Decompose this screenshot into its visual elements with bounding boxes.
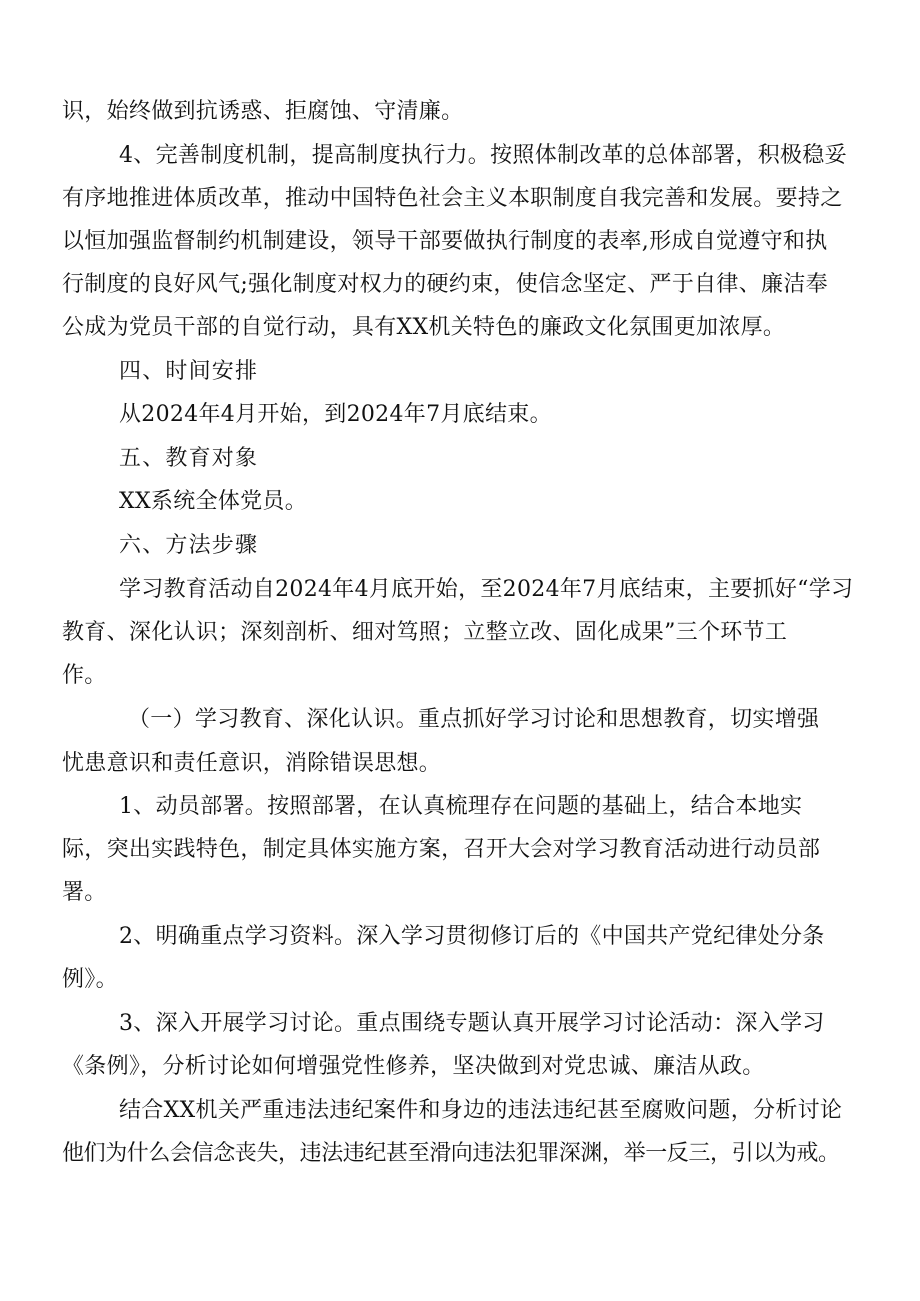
- text-line: 际，突出实践特色，制定具体实施方案，召开大会对学习教育活动进行动员部: [62, 837, 821, 862]
- text-line: 作。: [62, 663, 107, 688]
- text-line: 2、明确重点学习资料。深入学习贯彻修订后的《中国共产党纪律处分条: [119, 924, 825, 949]
- text-line: 结合XX机关严重违法违纪案件和身边的违法违纪甚至腐败问题，分析讨论: [119, 1098, 843, 1123]
- text-line: 识，始终做到抗诱惑、拒腐蚀、守清廉。: [62, 99, 464, 124]
- text-line: 以恒加强监督制约机制建设，领导干部要做执行制度的表率,形成自觉遵守和执: [62, 229, 828, 254]
- subsection-heading: （一）学习教育、深化认识。重点抓好学习讨论和思想教育，切实增强: [128, 707, 820, 732]
- text-line: 公成为党员干部的自觉行动，具有XX机关特色的廉政文化氛围更加浓厚。: [62, 315, 786, 340]
- section-heading: 四、时间安排: [119, 359, 259, 384]
- text-line: 署。: [62, 880, 107, 905]
- text-line: 他们为什么会信念丧失，违法违纪甚至滑向违法犯罪深渊，举一反三，引以为戒。: [62, 1141, 840, 1166]
- text-line: 1、动员部署。按照部署，在认真梳理存在问题的基础上，结合本地实: [119, 794, 803, 819]
- text-line: 学习教育活动自2024年4月底开始，至2024年7月底结束，主要抓好“学习: [119, 577, 854, 602]
- text-line: 教育、深化认识；深刻剖析、细对笃照；立整立改、固化成果”三个环节工: [62, 620, 788, 645]
- text-line: 从2024年4月开始，到2024年7月底结束。: [119, 402, 552, 427]
- text-line: 4、完善制度机制，提高制度执行力。按照体制改革的总体部署，积极稳妥: [119, 143, 847, 168]
- text-line: 《条例》，分析讨论如何增强党性修养，坚决做到对党忠诚、廉洁从政。: [62, 1054, 765, 1079]
- section-heading: 五、教育对象: [119, 446, 259, 471]
- text-line: 3、深入开展学习讨论。重点围绕专题认真开展学习讨论活动：深入学习: [119, 1011, 825, 1036]
- text-line: XX系统全体党员。: [119, 489, 308, 514]
- text-line: 有序地推进体质改革，推动中国特色社会主义本职制度自我完善和发展。要持之: [62, 186, 843, 211]
- text-line: 例》。: [62, 967, 118, 992]
- section-heading: 六、方法步骤: [119, 533, 259, 558]
- text-line: 忧患意识和责任意识，消除错误思想。: [62, 751, 442, 776]
- text-line: 行制度的良好风气;强化制度对权力的硬约束，使信念坚定、严于自律、廉洁奉: [62, 272, 828, 297]
